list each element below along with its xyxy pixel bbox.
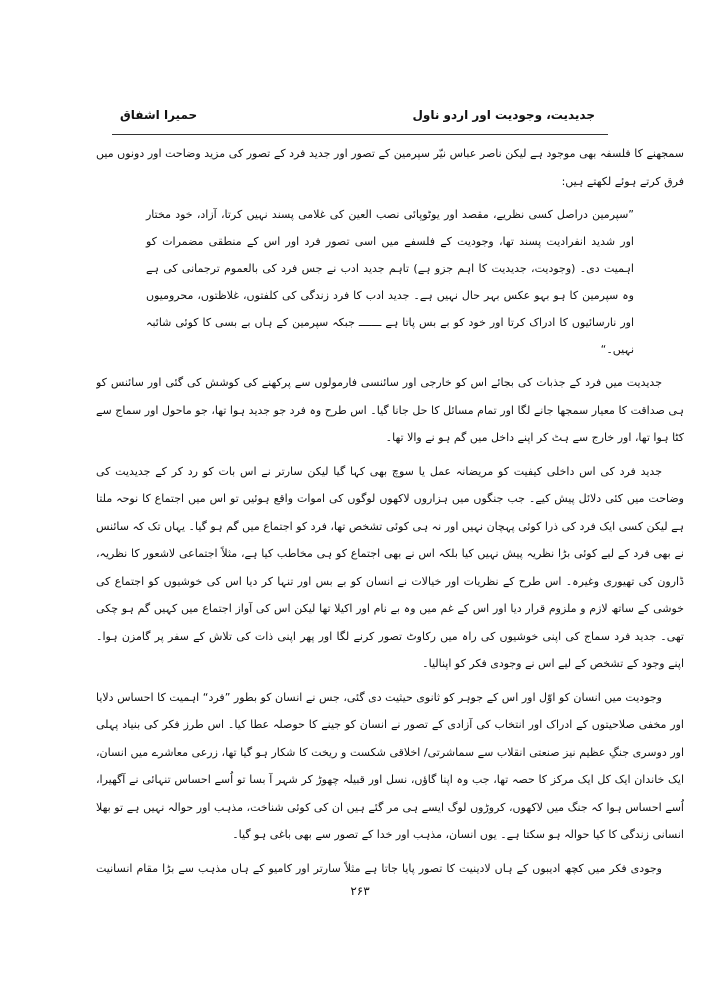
author-name: حمیرا اشفاق — [120, 108, 198, 122]
paragraph-intro: سمجھنے کا فلسفہ بھی موجود ہے لیکن ناصر عباس نیّر سپرمین کے تصور اور جدید فرد کے تصور کی مزید وضاحت اور دونوں میں فرق کرتے ہوئے لکھتے ہیں: — [96, 147, 684, 188]
book-title: جدیدیت، وجودیت اور اردو ناول — [412, 108, 595, 122]
body-text — [96, 140, 684, 880]
block-quotation: ”سپرمین دراصل کسی نظریے، مقصد اور یوٹوپائی نصب العین کی غلامی پسند نہیں کرتا، آزاد، خود مختار اور شدید انفرادیت پسند تھا، وجودیت کے فلسفے میں اسی تصور فرد اور اس کے منطقی مضمرات کو اہمیت دی۔ (وجودیت، جدیدیت کا اہم جزو ہے) تاہم جدید ادب نے جس فرد کی بالعموم ترجمانی کی ہے وہ سپرمین کا ہو بہو عکس بہر حال نہیں ہے۔ جدید ادب کا فرد زندگی کی کلفتوں، غلاظتوں، محرومیوں اور نارسائیوں کا ادراک کرتا اور خود کو بے بس پاتا ہے ـــــــ جبکہ سپرمین کے ہاں بے بسی کا کوئی شائبہ نہیں۔“ — [146, 208, 634, 356]
paragraph: وجودیت میں انسان کو اوّل اور اس کے جوہر کو ثانوی حیثیت دی گئی، جس نے انسان کو بطور ”فرد“ اہمیت کا احساس دلایا اور مخفی صلاحیتوں کے ادراک اور انتخاب کی آزادی کے تصور نے انسان کو جینے کا حوصلہ عطا کیا۔ اس طرز فکر کی بنیاد پہلی اور دوسری جنگِ عظیم نیز صنعتی انقلاب سے سماشرتی/ اخلاقی شکست و ریخت کا شکار ہو گیا تھا، زرعی معاشرے میں انسان، ایک خاندان ایک کل ایک مرکز کا حصہ تھا، جب وہ اپنا گاؤں، نسل اور قبیلہ چھوڑ کر شہر آ بسا تو اُسے احساس تنہائی نے آگھیرا، اُسے احساس ہوا کہ جنگ میں لاکھوں، کروڑوں لوگ ایسے ہی مر گئے ہیں ان کی کوئی شناخت، مذہب اور حوالہ نہیں ہے تو بھلا انسانی زندگی کا کیا حوالہ ہو سکتا ہے۔ یوں انسان، مذہب اور خدا کے تصور سے بھی باغی ہو گیا۔ — [96, 690, 684, 841]
paragraph: جدیدیت میں فرد کے جذبات کی بجائے اس کو خارجی اور سائنسی فارمولوں سے پرکھنے کی کوشش کی گئی اور سائنس کو ہی صداقت کا معیار سمجھا جانے لگا اور تمام مسائل کا حل جانا گیا۔ اس طرح وہ فرد جو جدید ہوا تھا، جو ماحول اور سماج سے کٹا ہوا تھا، اور خارج سے ہٹ کر اپنے داخل میں گم ہو نے والا تھا۔ — [96, 376, 684, 444]
paragraph: جدید فرد کی اس داخلی کیفیت کو مریضانہ عمل یا سوچ بھی کہا گیا لیکن سارتر نے اس بات کو رد کر کے جدیدیت کی وضاحت میں کئی دلائل پیش کیے۔ جب جنگوں میں ہزاروں لاکھوں لوگوں کی اموات واقع ہوئیں تو اس میں اجتماع کا نوحہ ملتا ہے لیکن کسی ایک فرد کی ذرا کوئی پہچان نہیں اور نہ ہی کوئی تشخص تھا، فرد کو اجتماع میں گم ہو گیا۔ یہاں تک کہ سائنس نے بھی فرد کے لیے کوئی بڑا نظریہ پیش نہیں کیا بلکہ اس نے بھی اجتماع کو ہی مخاطب کیا ہے، مثلاً اجتماعی لاشعور کا نظریہ، ڈارون کی تھیوری وغیرہ۔ اس طرح کے نظریات اور خیالات نے انسان کو بے بس اور تنہا کر دیا اس کی خوشیوں کو اجتماع کی خوشی کے ساتھ لازم و ملزوم قرار دیا اور اس کے غم میں وہ بے نام اور اکیلا تھا لیکن اس کی آواز اجتماع میں کہیں گم ہو چکی تھی۔ جدید فرد سماج کی اپنی خوشیوں کی راہ میں رکاوٹ تصور کرنے لگا اور پھر اپنی ذات کی تلاش کے سفر پر گامزن ہوا۔ اپنے وجود کے تشخص کے لیے اس نے وجودی فکر کو اپنالیا۔ — [96, 464, 684, 670]
header-divider — [112, 134, 608, 135]
page-number: ۲۶۳ — [350, 884, 370, 898]
running-header — [0, 98, 720, 138]
paragraph: وجودی فکر میں کچھ ادیبوں کے ہاں لادینیت کا تصور پایا جاتا ہے مثلاً سارتر اور کامیو کے ہاں مذہب سے بڑا مقام انسانیت — [96, 861, 662, 875]
